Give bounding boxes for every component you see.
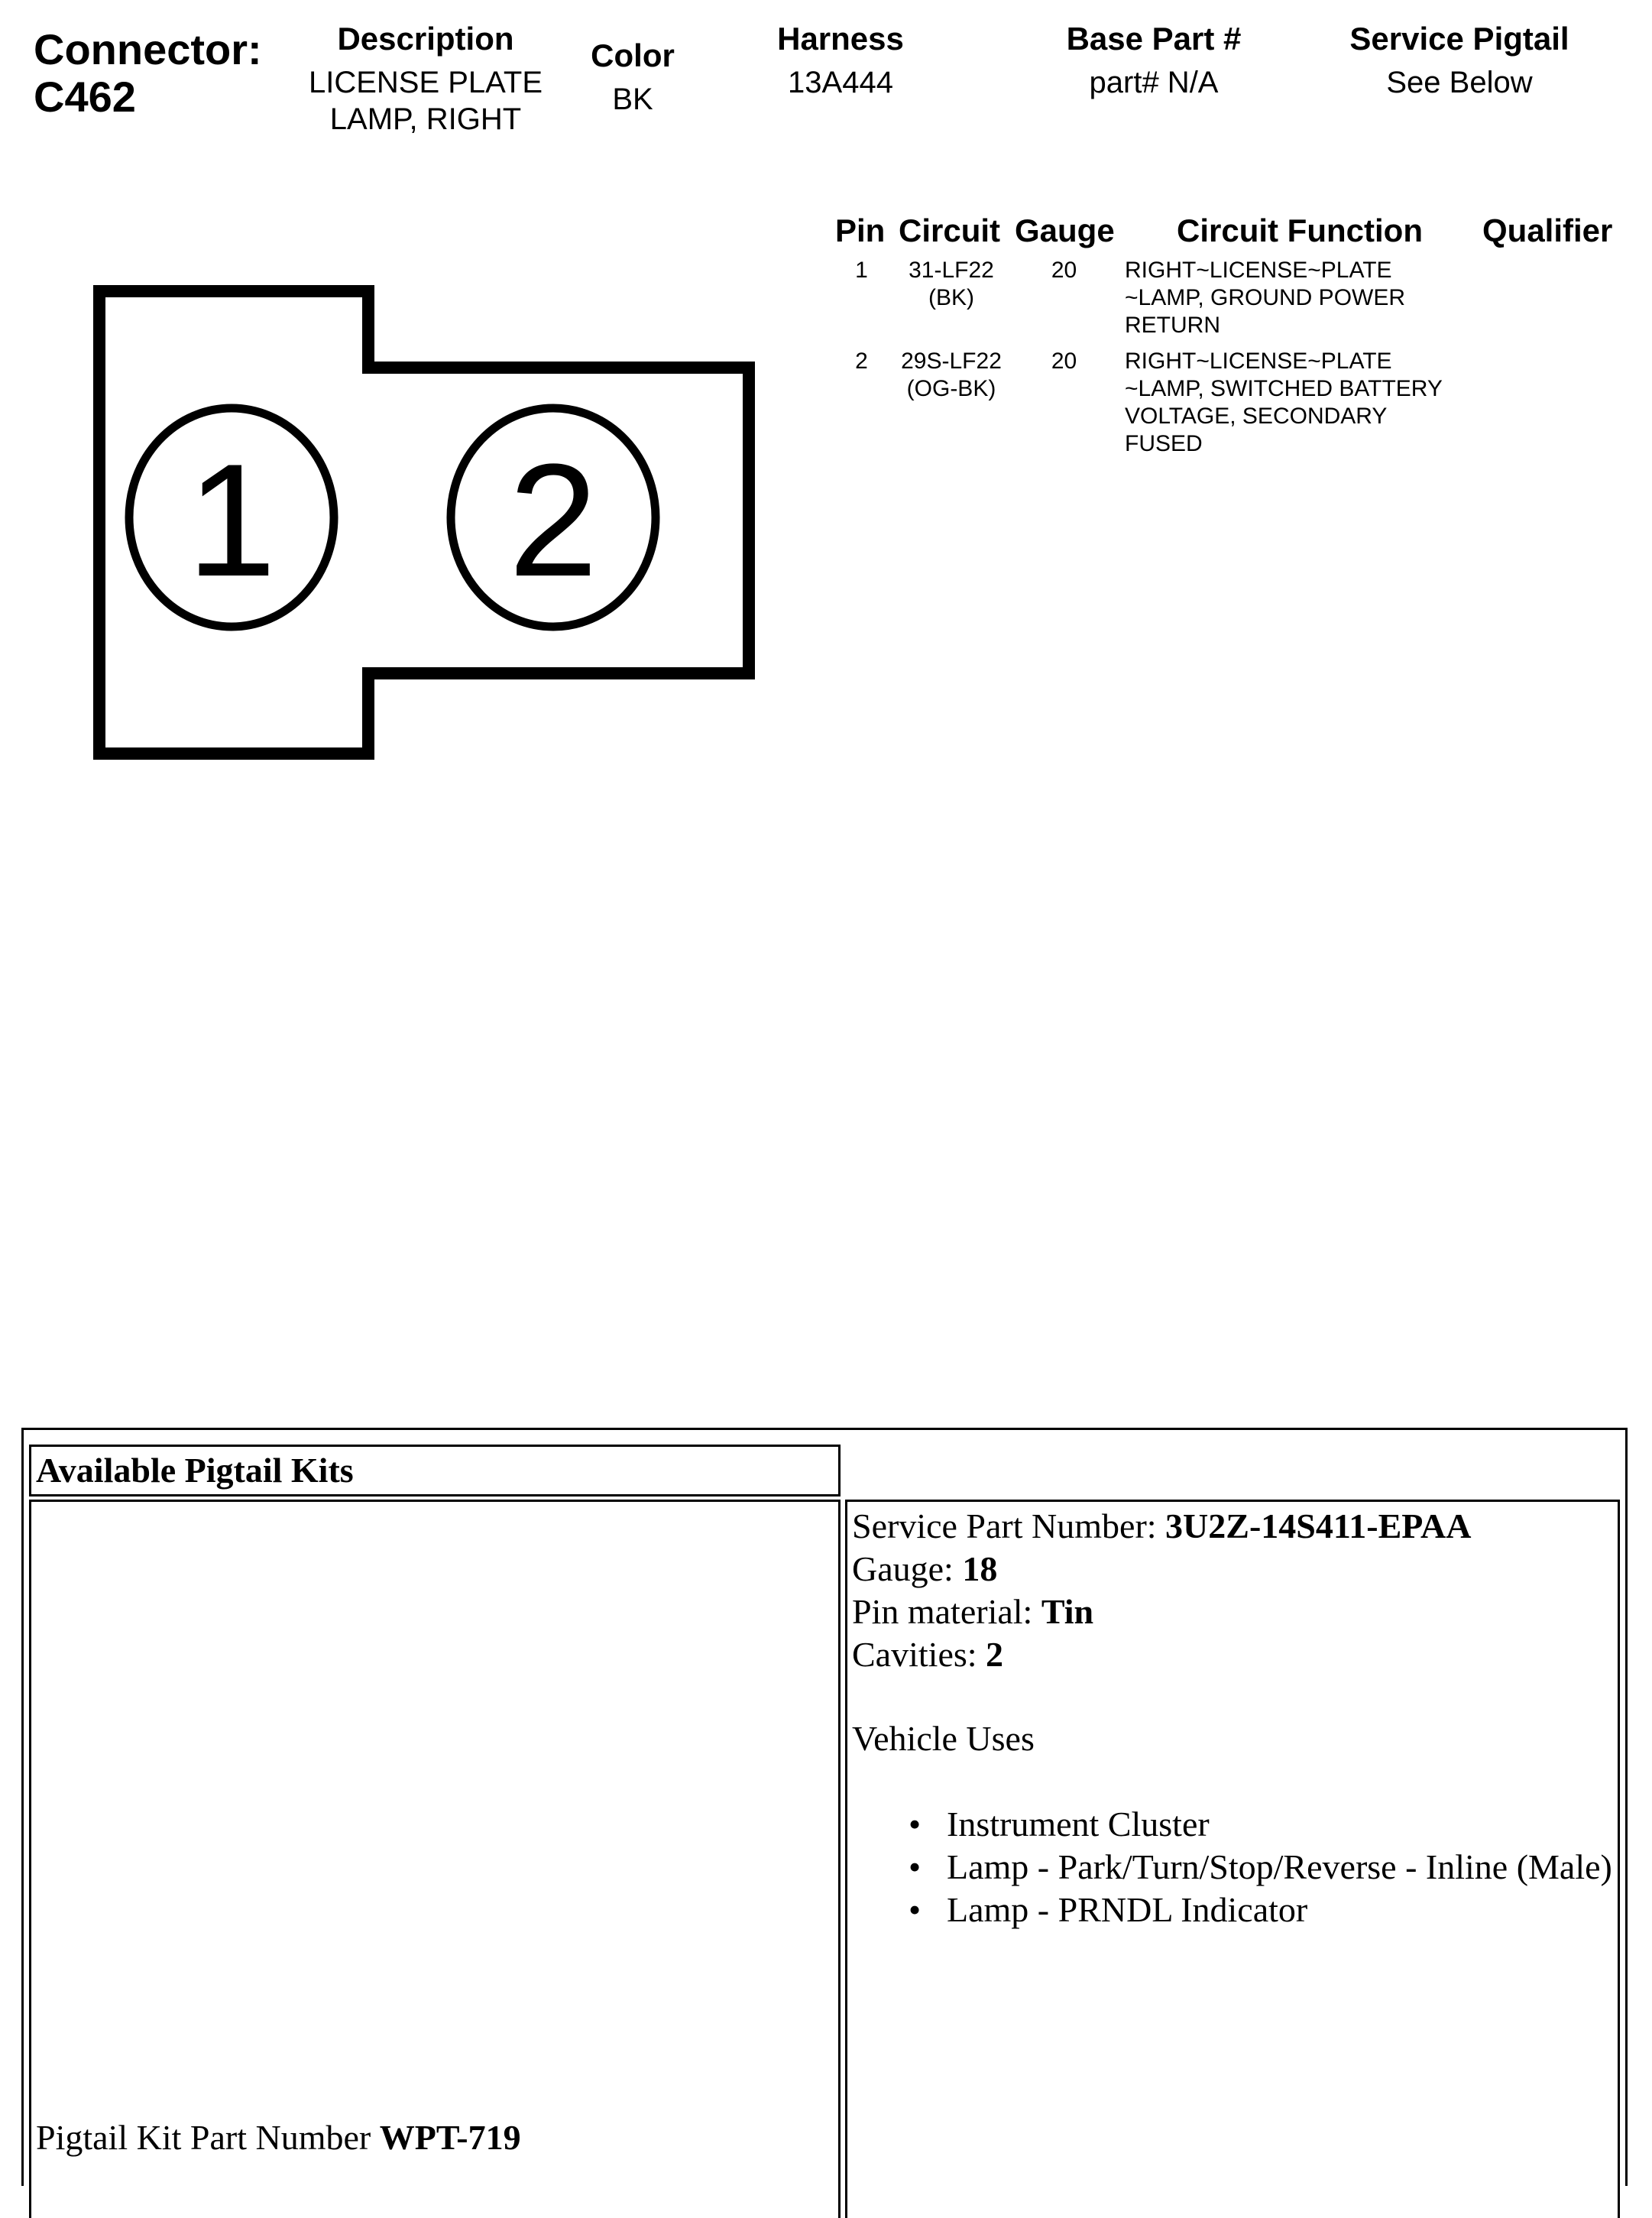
- gauge-column-header: Gauge: [1015, 212, 1115, 248]
- vehicle-uses-heading: Vehicle Uses: [852, 1719, 1035, 1758]
- vehicle-uses-list: [852, 1803, 1634, 1931]
- pin-column-header: Pin: [835, 212, 886, 248]
- description-header: Description: [337, 21, 514, 57]
- pigtail-details: [852, 1505, 1634, 1931]
- service-part-number-line: [852, 1505, 1634, 1548]
- description-line-2: LAMP, RIGHT: [329, 102, 522, 136]
- service-part-label: Service Part Number:: [852, 1506, 1157, 1545]
- base-part-value: part# N/A: [1089, 66, 1219, 99]
- list-item: • Lamp - PRNDL Indicator: [852, 1889, 1634, 1931]
- function-line: RIGHT~LICENSE~PLATE: [1125, 349, 1392, 374]
- circuit-function: [1125, 348, 1484, 458]
- connector-face-diagram: [0, 0, 841, 841]
- circuit-function: [1125, 257, 1484, 339]
- connector-id: C462: [34, 73, 136, 121]
- circuit-id: 29S-LF22: [901, 349, 1002, 374]
- function-line: RETURN: [1125, 313, 1220, 338]
- circuit-wire-color: (OG-BK): [906, 376, 996, 401]
- pigtail-title: Available Pigtail Kits: [36, 1451, 354, 1490]
- pigtail-title-cell: [29, 1445, 841, 1497]
- kit-part-label: Pigtail Kit Part Number: [36, 2118, 371, 2157]
- pin-number: 1: [855, 258, 868, 283]
- qualifier-column-header: Qualifier: [1482, 212, 1613, 248]
- color-header: Color: [591, 37, 675, 73]
- pin-number: 2: [855, 349, 868, 374]
- wire-gauge: 20: [1051, 258, 1077, 283]
- description-line-1: LICENSE PLATE: [308, 66, 543, 99]
- color-value: BK: [612, 83, 653, 116]
- circuit-column-header: Circuit: [899, 212, 1001, 248]
- cavities-value: 2: [986, 1635, 1004, 1674]
- cavities-line: [852, 1633, 1634, 1676]
- pin-material-value: Tin: [1041, 1592, 1094, 1631]
- service-pigtail-value: See Below: [1386, 66, 1533, 99]
- circuit-function-column-header: Circuit Function: [1177, 212, 1423, 248]
- pigtail-kit-part-number: [36, 2116, 521, 2159]
- function-line: VOLTAGE, SECONDARY: [1125, 404, 1388, 429]
- pin-material-line: [852, 1591, 1634, 1633]
- kit-part-value: WPT-719: [379, 2118, 521, 2157]
- connector-label: Connector:: [34, 25, 262, 73]
- list-item: • Instrument Cluster: [852, 1803, 1634, 1846]
- service-pigtail-column: [1299, 20, 1620, 101]
- harness-value: 13A444: [788, 66, 893, 99]
- function-line: ~LAMP, GROUND POWER: [1125, 285, 1406, 310]
- wire-gauge: 20: [1051, 349, 1077, 374]
- base-part-header: Base Part #: [1066, 21, 1242, 57]
- base-part-column: [1001, 20, 1307, 101]
- gauge-value: 18: [962, 1549, 998, 1588]
- service-pigtail-header: Service Pigtail: [1349, 21, 1569, 57]
- function-line: RIGHT~LICENSE~PLATE: [1125, 258, 1392, 283]
- service-part-value: 3U2Z-14S411-EPAA: [1165, 1506, 1472, 1545]
- harness-header: Harness: [777, 21, 904, 57]
- list-item: • Lamp - Park/Turn/Stop/Reverse - Inline (Male): [852, 1846, 1634, 1889]
- pin-2-number: 2: [508, 430, 598, 610]
- pin-material-label: Pin material:: [852, 1592, 1033, 1631]
- pigtail-kit-cell: [29, 1500, 841, 2218]
- function-line: FUSED: [1125, 431, 1203, 456]
- pigtail-details-cell: [845, 1500, 1620, 2218]
- circuit-id: 31-LF22: [909, 258, 994, 283]
- function-line: ~LAMP, SWITCHED BATTERY: [1125, 376, 1443, 401]
- gauge-label: Gauge:: [852, 1549, 954, 1588]
- circuit-wire-color: (BK): [928, 285, 974, 310]
- pin-1-number: 1: [186, 430, 277, 610]
- cavities-label: Cavities:: [852, 1635, 977, 1674]
- gauge-line: [852, 1548, 1634, 1591]
